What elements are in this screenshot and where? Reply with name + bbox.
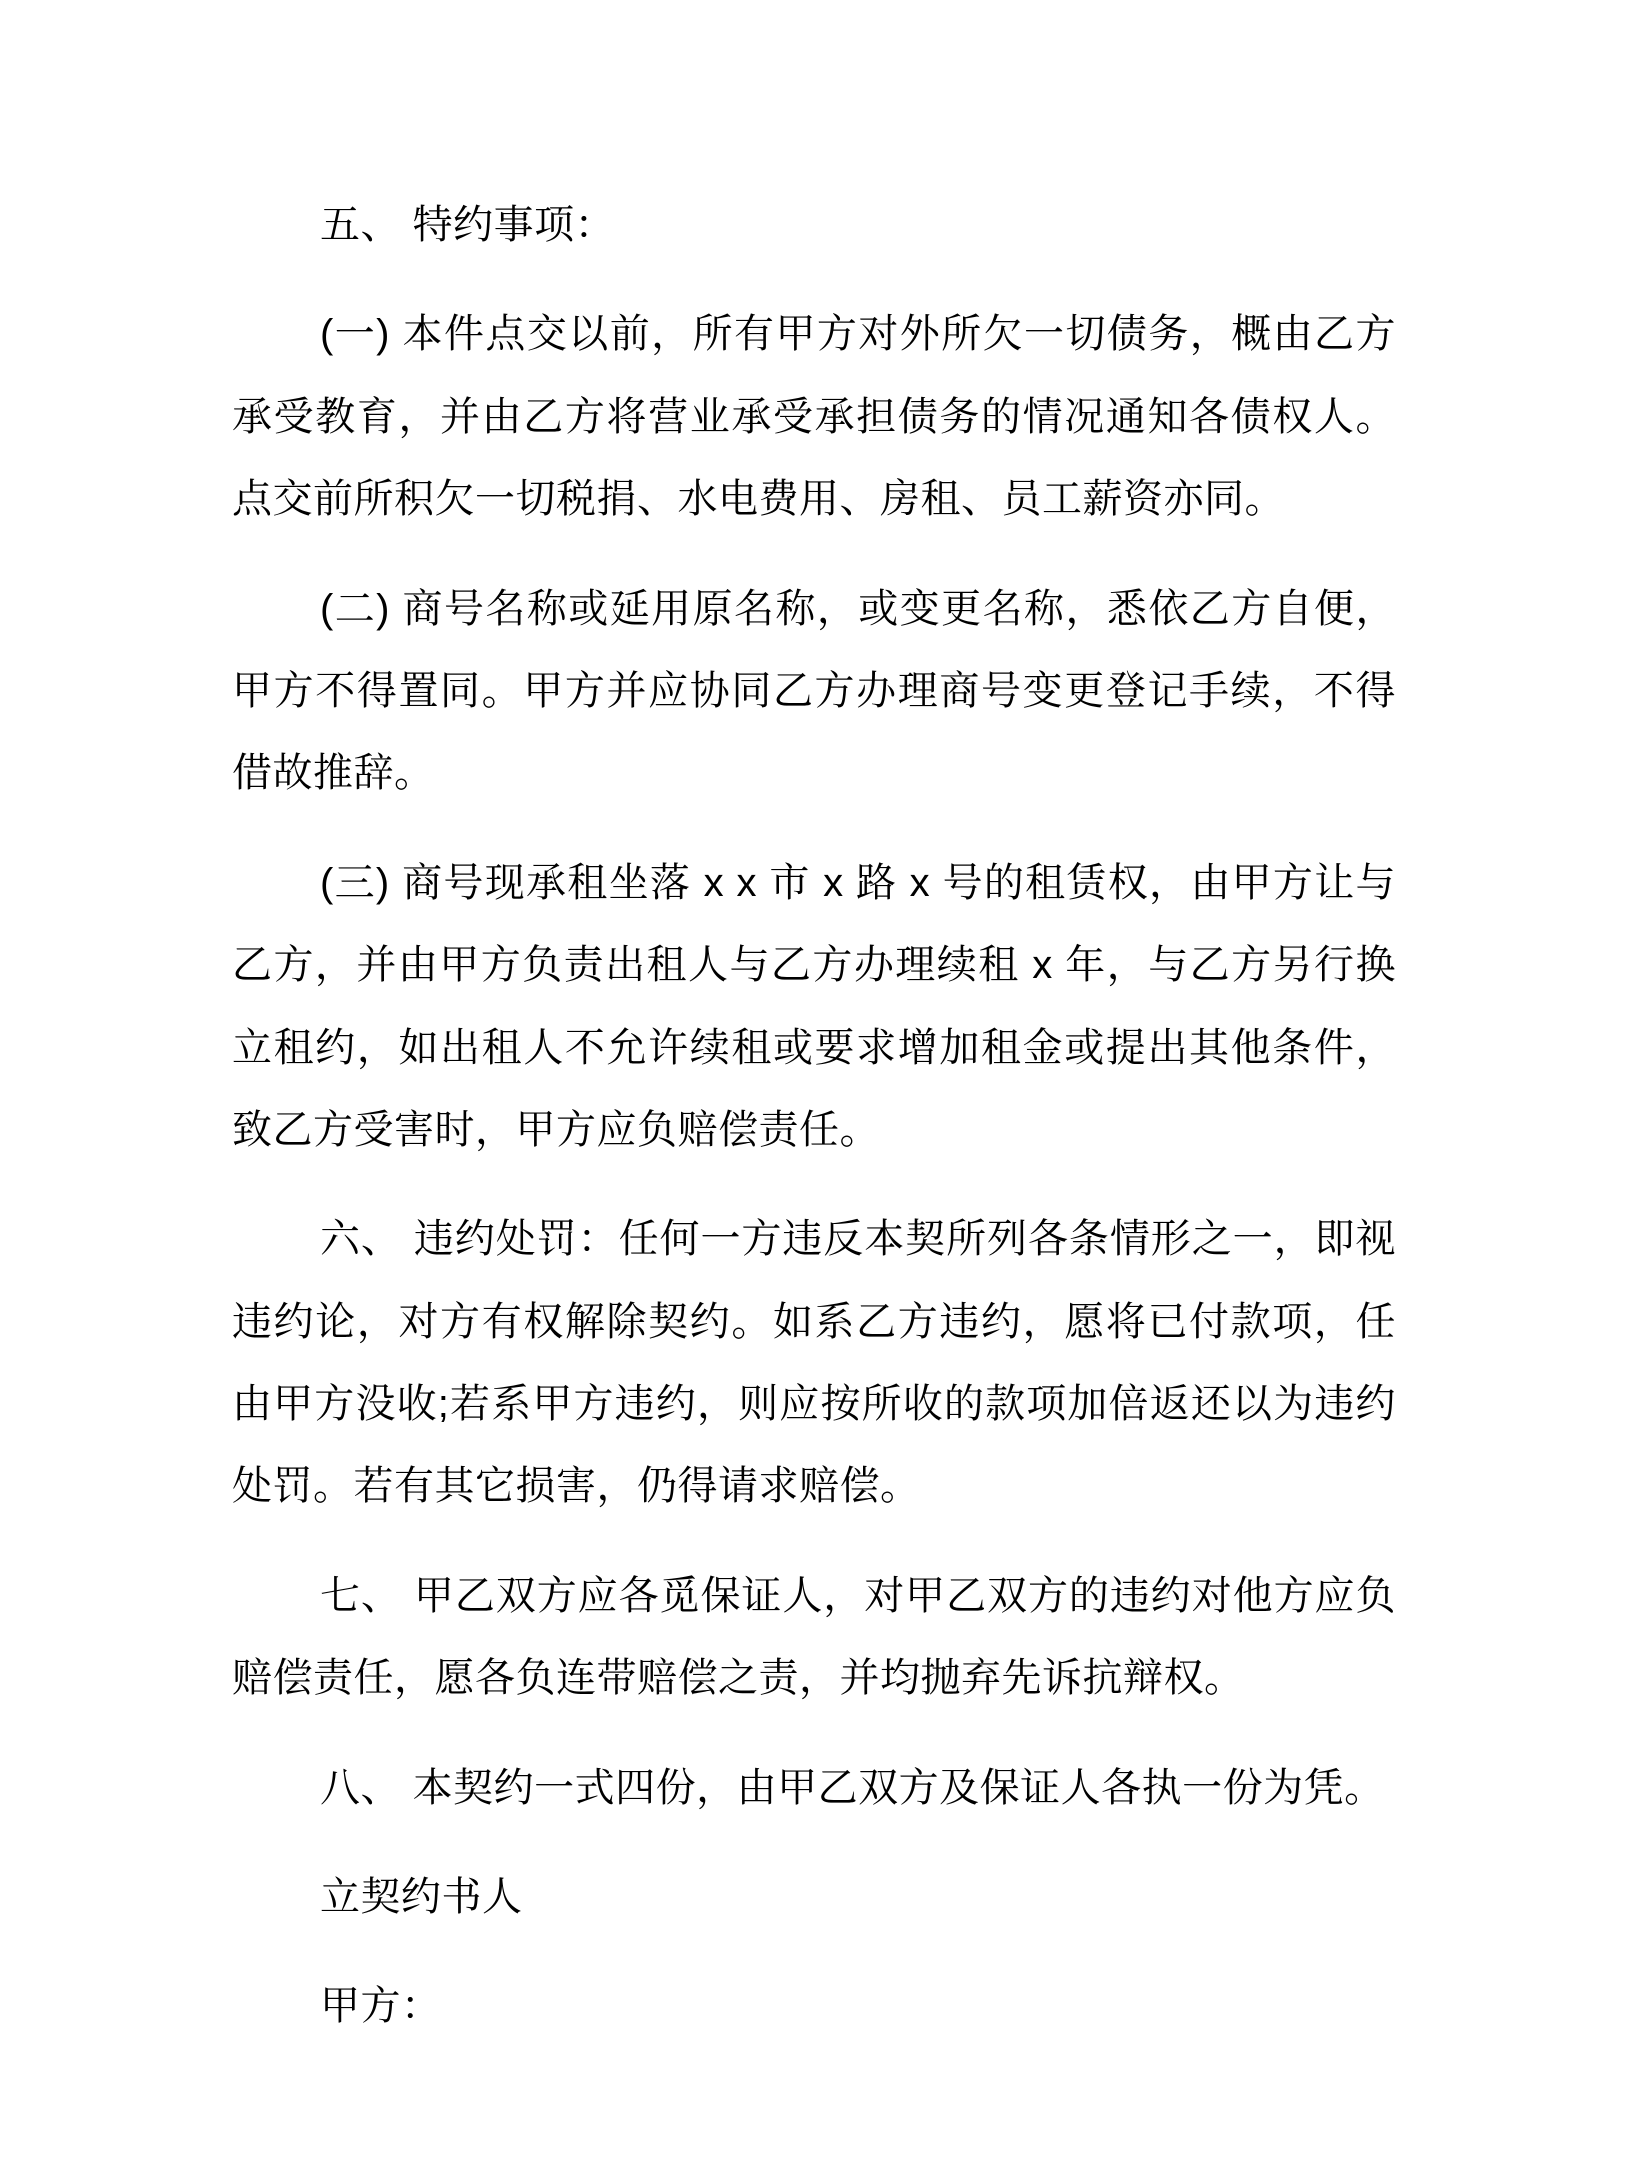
- section-breach-penalty: 六、 违约处罚：任何一方违反本契所列各条情形之一，即视违约论，对方有权解除契约。如系乙方违约，愿将已付款项，任由甲方没收;若系甲方违约，则应按所收的款项加倍返还以为违约处罚。若有其它损害，仍得请求赔偿。: [232, 1217, 1396, 1509]
- clause-3-lease-rights: (三) 商号现承租坐落 x x 市 x 路 x 号的租赁权，由甲方让与乙方，并由甲方负责出租人与乙方办理续租 x 年，与乙方另行换立租约，如出租人不允许续租或要求增加租金或提出其他条件，致乙方受害时，甲方应负赔偿责任。: [232, 860, 1396, 1152]
- clause-2-trade-name: (二) 商号名称或延用原名称，或变更名称，悉依乙方自便，甲方不得置同。甲方并应协同乙方办理商号变更登记手续，不得借故推辞。: [232, 586, 1396, 796]
- section-copies: 八、 本契约一式四份，由甲乙双方及保证人各执一份为凭。: [320, 1765, 1385, 1810]
- party-a-label: 甲方：: [320, 1984, 442, 2029]
- clause-1-debts: (一) 本件点交以前，所有甲方对外所欠一切债务，概由乙方承受教育，并由乙方将营业承受承担债务的情况通知各债权人。点交前所积欠一切税捐、水电费用、房租、员工薪资亦同。: [232, 312, 1396, 522]
- section-guarantors: 七、 甲乙双方应各觅保证人，对甲乙双方的违约对他方应负赔偿责任，愿各负连带赔偿之责，并均抛弃先诉抗辩权。: [232, 1573, 1396, 1701]
- signatories-label: 立契约书人: [320, 1875, 523, 1920]
- section-heading-special-terms: 五、 特约事项：: [320, 203, 616, 247]
